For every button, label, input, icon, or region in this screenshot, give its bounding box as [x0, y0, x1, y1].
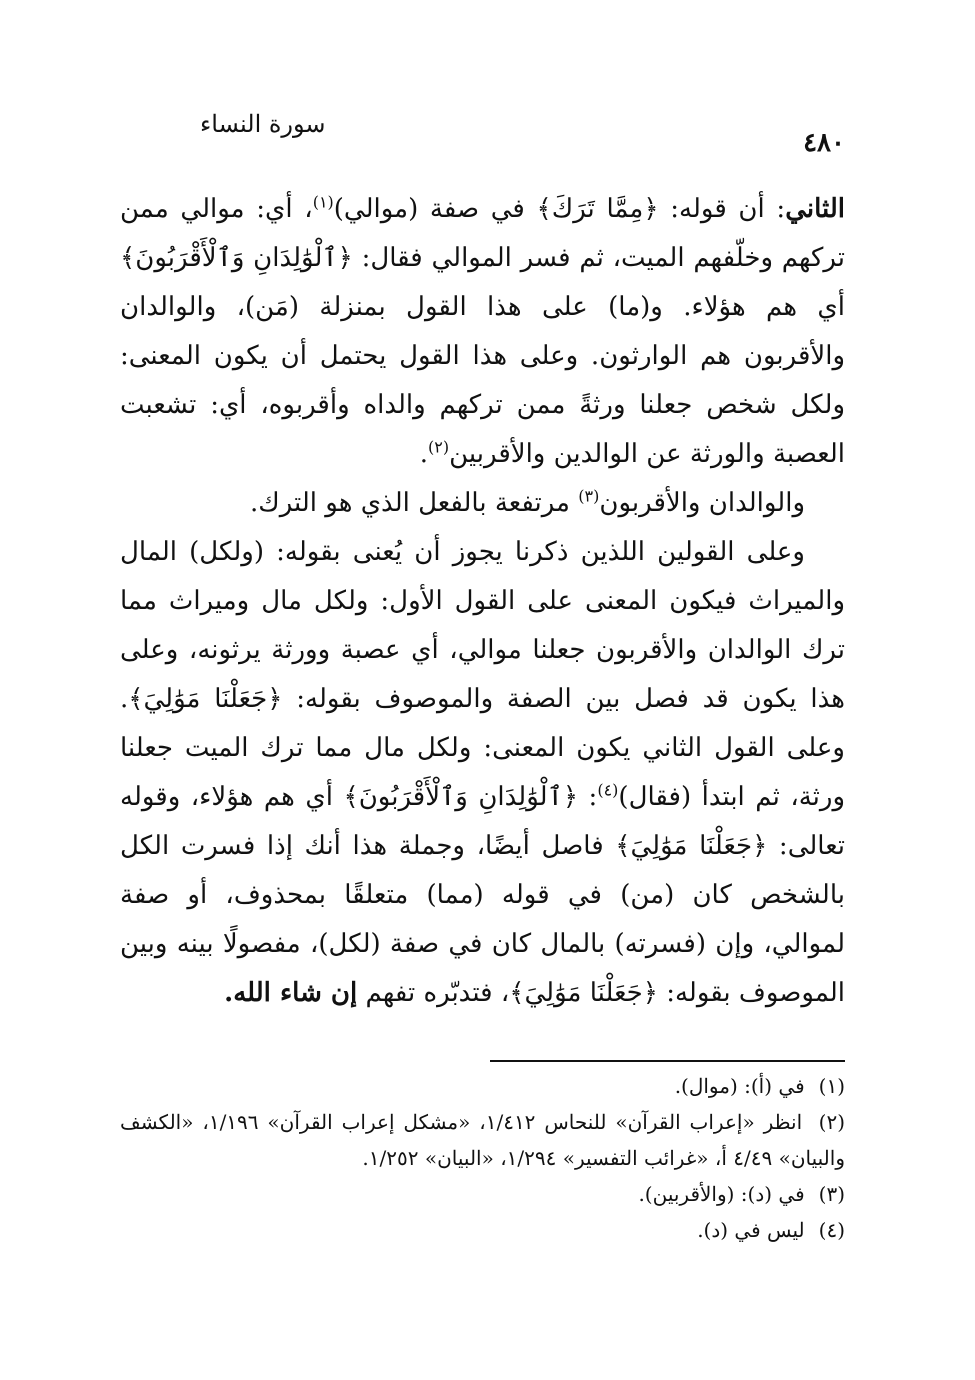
text-run: فاصل أيضًا، وجملة هذا أنك إذا فسرت الكل بالشخص كان (من) في قوله (مما) متعلقًا بمحذوف، أو صفة لموالي، وإن (فسرته) بالمال كان في صفة (لكل)، مفصولًا بينه وبين الموصوف بقوله: — [120, 831, 845, 1008]
footnote-ref: (٤) — [597, 780, 619, 800]
footnote-ref: (٣) — [578, 486, 600, 506]
closing-phrase: إن شاء الله. — [224, 978, 358, 1008]
quran-quote: ﴿جَعَلْنَا مَوَٰلِيَ﴾ — [615, 831, 768, 861]
paragraph-1 — [120, 185, 845, 479]
text-run: مرتفعة بالفعل الذي هو الترك. — [250, 488, 579, 518]
footnote-number: (٢) — [818, 1110, 846, 1134]
quran-quote: ﴿مِمَّا تَرَكَ﴾ — [536, 194, 659, 224]
footnote-number: (٣) — [818, 1182, 845, 1206]
footnote-text: في (أ): (موال). — [674, 1074, 805, 1098]
text-run: والوالدان والأقربون — [599, 488, 805, 518]
text-run: في صفة (موالي) — [333, 194, 537, 224]
footnote-text: ليس في (د). — [697, 1218, 805, 1242]
quran-quote: ﴿ٱلْوَٰلِدَانِ وَٱلْأَقْرَبُونَ﴾ — [120, 243, 353, 273]
footnote-separator — [490, 1060, 845, 1062]
footnote-number: (١) — [818, 1074, 845, 1098]
footnote-3 — [120, 1176, 845, 1212]
footnote-ref: (١) — [312, 192, 334, 212]
footnote-4 — [120, 1212, 845, 1248]
footnote-number: (٤) — [818, 1218, 845, 1242]
paragraph-lead-word: الثاني — [785, 194, 846, 224]
text-run: ، أي: موالي ممن تركهم وخلّفهم الميت، ثم فسر الموالي فقال: — [120, 194, 845, 273]
main-text — [120, 185, 845, 1018]
text-run: : — [578, 782, 598, 812]
text-run: أي هم هؤلاء. و(ما) على هذا القول بمنزلة (مَن)، والوالدان والأقربون هم الوارثون. وعلى هذا القول يحتمل أن يكون المعنى: ولكل شخص جعلنا ورثةً ممن تركهم والداه وأقربوه، أي: تشعبت العصبة والورثة عن الوالدين والأقربين — [120, 292, 845, 469]
footnotes — [120, 1068, 845, 1248]
text-run: أي هم هؤلاء، وقوله تعالى: — [120, 782, 845, 861]
footnote-2 — [120, 1104, 845, 1176]
text-run: وعلى القولين اللذين ذكرنا يجوز أن يُعنى بقوله: (ولكل) المال والميراث فيكون المعنى على القول الأول: ولكل مال وميراث مما ترك الوالدان والأقربون جعلنا موالي، أي عصبة وورثة يرثونه، وعلى هذا يكون قد فصل بين الصفة والموصوف بقوله: — [120, 537, 845, 714]
text-run: . — [419, 439, 428, 469]
quran-quote: ﴿ٱلْوَٰلِدَانِ وَٱلْأَقْرَبُونَ﴾ — [343, 782, 579, 812]
quran-quote: ﴿جَعَلْنَا مَوَٰلِيَ﴾ — [509, 978, 658, 1008]
page-number: ٤٨٠ — [803, 128, 845, 158]
footnote-text: في (د): (والأقربين). — [638, 1182, 805, 1206]
paragraph-3 — [120, 528, 845, 1018]
footnote-text: انظر «إعراب القرآن» للنحاس ١/٤١٢، «مشكل إعراب القرآن» ١/١٩٦، «الكشف والبيان» ٤/٤٩ أ، «غرائب التفسير» ١/٢٩٤، «البيان» ١/٢٥٢. — [120, 1110, 845, 1170]
text-run: : أن قوله: — [658, 194, 786, 224]
running-head — [140, 110, 845, 160]
surah-title: سورة النساء — [200, 110, 326, 138]
quran-quote: ﴿جَعَلْنَا مَوَٰلِيَ﴾ — [128, 684, 283, 714]
text-run: . وعلى القول الثاني يكون المعنى: ولكل مال مما ترك الميت جعلنا ورثة، ثم ابتدأ (فقال) — [120, 684, 845, 812]
footnote-ref: (٢) — [428, 437, 450, 457]
paragraph-2 — [120, 479, 845, 528]
text-run: ، فتدبّره تفهم — [357, 978, 510, 1008]
footnote-1 — [120, 1068, 845, 1104]
